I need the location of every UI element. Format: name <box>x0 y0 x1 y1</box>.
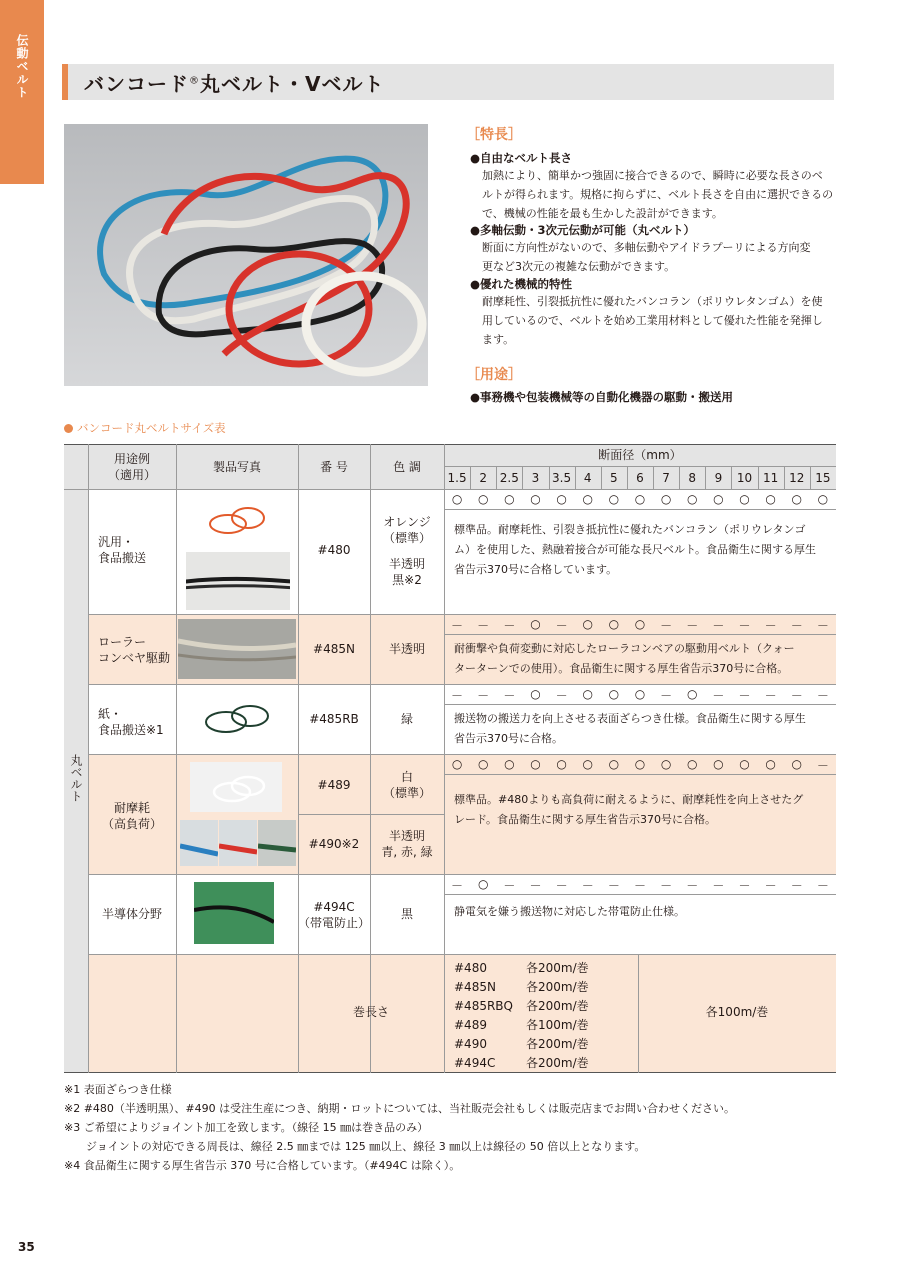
feature-1-head: ●自由なベルト長さ <box>470 151 573 165</box>
availability-mark: ○ <box>634 757 646 771</box>
availability-mark: － <box>712 689 725 703</box>
title-reg: ® <box>189 75 200 87</box>
diameter-label: 11 <box>763 471 779 485</box>
availability-mark: ○ <box>739 757 750 771</box>
page-number: 35 <box>18 1240 35 1254</box>
side-tab-label: 伝動ベルト <box>15 34 29 99</box>
availability-mark: ○ <box>477 757 489 771</box>
availability-mark: － <box>607 879 620 893</box>
row-4-photo-a <box>190 762 282 812</box>
availability-mark: － <box>816 759 829 773</box>
availability-mark: ○ <box>530 492 541 506</box>
diameter-label: 6 <box>636 471 644 485</box>
availability-mark: ○ <box>530 617 541 631</box>
roll-item-number: #494C <box>454 1056 496 1070</box>
availability-mark: ○ <box>530 757 541 771</box>
availability-mark: ○ <box>556 757 567 771</box>
availability-mark: ○ <box>608 687 620 701</box>
availability-mark: － <box>581 879 594 893</box>
diameter-label: 8 <box>688 471 697 485</box>
row-4-desc: 標準品。#480よりも高負荷に耐えるように、耐摩耗性を向上させたグ レード。食品衛生に関する厚生省告示370号に合格。 <box>454 793 804 826</box>
page-title <box>84 68 384 97</box>
availability-mark: － <box>451 879 464 893</box>
availability-mark: ○ <box>608 617 620 631</box>
availability-mark: ○ <box>608 492 620 506</box>
feature-3-line-3: ます。 <box>482 333 515 346</box>
diameter-label: 2.5 <box>499 471 519 485</box>
roll-item-length: 各200m/巻 <box>526 980 589 994</box>
availability-mark: ○ <box>582 617 593 631</box>
availability-mark: ○ <box>530 687 541 701</box>
availability-mark: － <box>712 879 725 893</box>
header-section: 断面径（mm） <box>598 448 682 462</box>
size-table <box>64 444 836 1073</box>
availability-mark: ○ <box>791 757 803 771</box>
availability-mark: － <box>503 619 516 633</box>
roll-label: 巻長さ <box>352 1005 389 1019</box>
roll-item <box>454 978 638 997</box>
row-1-use: 汎用・ 食品搬送 <box>98 535 147 565</box>
roll-item-number: #485N <box>454 980 496 994</box>
roll-item-number: #489 <box>454 1018 487 1032</box>
feature-2-line-1: 断面に方向性がないので、多軸伝動やアイドラプーリによる方向変 <box>482 241 811 254</box>
availability-mark: － <box>660 689 673 703</box>
row-3-desc: 搬送物の搬送力を向上させる表面ざらつき仕様。食品衛生に関する厚生 省告示370号に合格。 <box>454 712 806 745</box>
bullet-dot-icon <box>64 424 73 433</box>
row-1-photo-b <box>186 552 290 610</box>
availability-mark: ○ <box>582 492 593 506</box>
availability-mark: － <box>555 879 568 893</box>
note-2: ※2 #480（半透明黒）、#490 は受注生産につき、納期・ロットについては、当社販売会社もしくは販売店までお問い合わせください。 <box>64 1102 736 1115</box>
availability-mark: ○ <box>660 492 672 506</box>
row-3-use: 紙・ 食品搬送※1 <box>98 707 164 737</box>
row-1-desc: 標準品。耐摩耗性、引裂き抵抗性に優れたバンコラン（ポリウレタンゴ ム）を使用した、熱融着接合が可能な長尺ベルト。食品衛生に関する厚生 省告示370号に合格しています。 <box>454 523 817 576</box>
row-2-number: #485N <box>313 642 355 656</box>
availability-mark: － <box>660 619 673 633</box>
availability-mark: ○ <box>765 757 776 771</box>
diameter-label: 9 <box>714 471 723 485</box>
feature-3-head: ●優れた機械的特性 <box>470 277 573 291</box>
availability-mark: ○ <box>504 492 515 506</box>
availability-mark: ○ <box>817 492 829 506</box>
availability-mark: ○ <box>556 492 567 506</box>
row-4-photo-green <box>258 820 296 866</box>
row-1-number: #480 <box>317 543 351 557</box>
roll-item-number: #480 <box>454 961 487 975</box>
roll-item <box>454 1016 638 1035</box>
availability-mark: － <box>686 879 699 893</box>
row-5-desc: 静電気を嫌う搬送物に対応した帯電防止仕様。 <box>454 905 685 918</box>
diameter-label: 12 <box>789 471 805 485</box>
roll-item <box>454 997 638 1016</box>
availability-mark: ○ <box>687 687 698 701</box>
roll-right: 各100m/巻 <box>705 1005 769 1019</box>
availability-mark: － <box>477 689 490 703</box>
diameter-label: 2 <box>479 471 487 485</box>
roll-item-length: 各200m/巻 <box>526 1037 589 1051</box>
availability-mark: － <box>555 689 568 703</box>
row-4-use: 耐摩耗 （高負荷） <box>101 801 162 831</box>
row-5-number: #494C （帯電防止） <box>298 900 371 930</box>
table-title <box>64 420 226 436</box>
availability-mark: ○ <box>477 492 489 506</box>
title-bar <box>62 64 834 100</box>
feature-3-line-1: 耐摩耗性、引裂抵抗性に優れたバンコラン（ポリウレタンゴム）を使 <box>482 295 823 308</box>
row-3-photo <box>188 692 286 748</box>
row-4-photo-red <box>219 820 257 866</box>
availability-mark: － <box>816 619 829 633</box>
header-photo: 製品写真 <box>212 460 261 474</box>
features-heading: ［特長］ <box>466 127 522 143</box>
availability-mark: ○ <box>687 757 698 771</box>
diameter-label: 1.5 <box>447 471 467 485</box>
header-color: 色 調 <box>393 460 421 474</box>
row-2-photo <box>178 619 296 679</box>
row-1-color: オレンジ （標準） 半透明 黒※2 <box>382 515 431 587</box>
availability-mark: － <box>790 879 803 893</box>
row-4-number-489: #489 <box>317 778 351 792</box>
feature-2-body <box>482 238 842 276</box>
availability-mark: － <box>764 689 777 703</box>
feature-2-line-2: 更など3次元の複雑な伝動ができます。 <box>482 260 676 273</box>
availability-mark: － <box>686 619 699 633</box>
feature-1-body <box>482 166 842 223</box>
row-3-number: #485RB <box>309 712 359 726</box>
row-5-use: 半導体分野 <box>101 907 162 921</box>
availability-mark: － <box>790 619 803 633</box>
row-5-photo <box>194 882 274 944</box>
header-number: 番 号 <box>320 460 348 474</box>
availability-mark: ○ <box>608 757 620 771</box>
availability-mark: － <box>764 879 777 893</box>
group-label: 丸ベルト <box>69 754 83 802</box>
availability-mark: ○ <box>634 617 646 631</box>
availability-mark: ○ <box>451 492 463 506</box>
note-1: ※1 表面ざらつき仕様 <box>64 1083 172 1096</box>
diameter-label: 7 <box>662 471 670 485</box>
row-4-color-490: 半透明 青, 赤, 緑 <box>381 829 433 859</box>
availability-mark: ○ <box>634 492 646 506</box>
uses-item: ●事務機や包装機械等の自動化機器の駆動・搬送用 <box>470 390 734 404</box>
product-photo <box>64 124 428 386</box>
side-tab <box>0 0 44 184</box>
table-title-text: バンコード丸ベルトサイズ表 <box>77 421 226 435</box>
diameter-label: 4 <box>583 471 592 485</box>
availability-mark: ○ <box>713 757 724 771</box>
roll-item <box>454 959 638 978</box>
availability-mark: － <box>738 879 751 893</box>
availability-mark: － <box>712 619 725 633</box>
availability-mark: － <box>738 619 751 633</box>
availability-mark: － <box>477 619 490 633</box>
title-rest: 丸ベルト・Vベルト <box>200 72 385 96</box>
availability-mark: ○ <box>582 757 593 771</box>
roll-item <box>454 1054 638 1073</box>
availability-mark: ○ <box>739 492 750 506</box>
row-1-photo-a <box>190 494 284 548</box>
roll-item-length: 各200m/巻 <box>526 1056 589 1070</box>
availability-mark: － <box>451 689 464 703</box>
availability-mark: － <box>660 879 673 893</box>
availability-mark: － <box>503 689 516 703</box>
availability-mark: ○ <box>504 757 515 771</box>
availability-mark: ○ <box>713 492 724 506</box>
roll-item-length: 各200m/巻 <box>526 961 589 975</box>
title-main: バンコード <box>84 72 189 96</box>
feature-3-body <box>482 292 842 349</box>
availability-mark: － <box>555 619 568 633</box>
roll-item-number: #490 <box>454 1037 487 1051</box>
feature-2-head: ●多軸伝動・3次元伝動が可能（丸ベルト） <box>470 223 696 237</box>
note-4: ※4 食品衛生に関する厚生省告示 370 号に合格しています。（#494C は除く）。 <box>64 1159 461 1172</box>
row-4-number-490: #490※2 <box>308 837 360 851</box>
row-2-use: ローラー コンベヤ駆動 <box>98 635 171 665</box>
availability-mark: － <box>529 879 542 893</box>
availability-mark: ○ <box>582 687 593 701</box>
row-2-desc: 耐衝撃や負荷変動に対応したローラコンベアの駆動用ベルト（クォー ターターンでの使用）。食品衛生に関する厚生省告示370号に合格。 <box>454 642 795 675</box>
diameter-label: 3.5 <box>552 471 572 485</box>
roll-item-number: #485RBQ <box>454 999 513 1013</box>
note-3-detail: ジョイントの対応できる周長は、線径 2.5 ㎜までは 125 ㎜以上、線径 3 ㎜以上は線径の 50 倍以上となります。 <box>64 1140 646 1153</box>
availability-mark: － <box>503 879 516 893</box>
feature-1-line-1: 加熱により、簡単かつ強固に接合できるので、瞬時に必要な長さのベ <box>482 169 823 182</box>
availability-mark: － <box>816 689 829 703</box>
notes <box>64 1080 735 1175</box>
availability-mark: － <box>738 689 751 703</box>
availability-mark: ○ <box>660 757 672 771</box>
availability-mark: － <box>790 689 803 703</box>
row-4-color-489: 白 （標準） <box>382 770 431 800</box>
availability-mark: － <box>764 619 777 633</box>
feature-1-line-3: で、機械の性能を最も生かした設計ができます。 <box>482 207 723 220</box>
uses-heading: ［用途］ <box>466 367 522 383</box>
availability-mark: － <box>816 879 829 893</box>
availability-mark: ○ <box>687 492 698 506</box>
diameter-label: 5 <box>610 471 618 485</box>
availability-mark: ○ <box>477 877 489 891</box>
note-3: ※3 ご希望によりジョイント加工を致します。（線径 15 ㎜は巻き品のみ） <box>64 1121 429 1134</box>
availability-mark: － <box>633 879 646 893</box>
roll-list <box>454 959 638 1073</box>
roll-item <box>454 1035 638 1054</box>
availability-mark: ○ <box>634 687 646 701</box>
feature-3-line-2: 用しているので、ベルトを始め工業用材料として優れた性能を発揮し <box>482 314 823 327</box>
roll-item-length: 各100m/巻 <box>526 1018 589 1032</box>
roll-item-length: 各200m/巻 <box>526 999 589 1013</box>
feature-1-line-2: ルトが得られます。規格に拘らずに、ベルト長さを自由に選択できるの <box>482 188 834 201</box>
header-use: 用途例 （適用） <box>107 452 156 482</box>
availability-mark: ○ <box>765 492 776 506</box>
availability-mark: ○ <box>451 757 463 771</box>
diameter-label: 3 <box>531 471 540 485</box>
diameter-label: 15 <box>815 471 831 485</box>
row-4-photo-blue <box>180 820 218 866</box>
row-2-color: 半透明 <box>388 642 425 656</box>
row-3-color: 緑 <box>400 712 413 726</box>
row-5-color: 黒 <box>400 907 413 921</box>
diameter-label: 10 <box>736 471 753 485</box>
availability-mark: ○ <box>791 492 803 506</box>
availability-mark: － <box>451 619 464 633</box>
